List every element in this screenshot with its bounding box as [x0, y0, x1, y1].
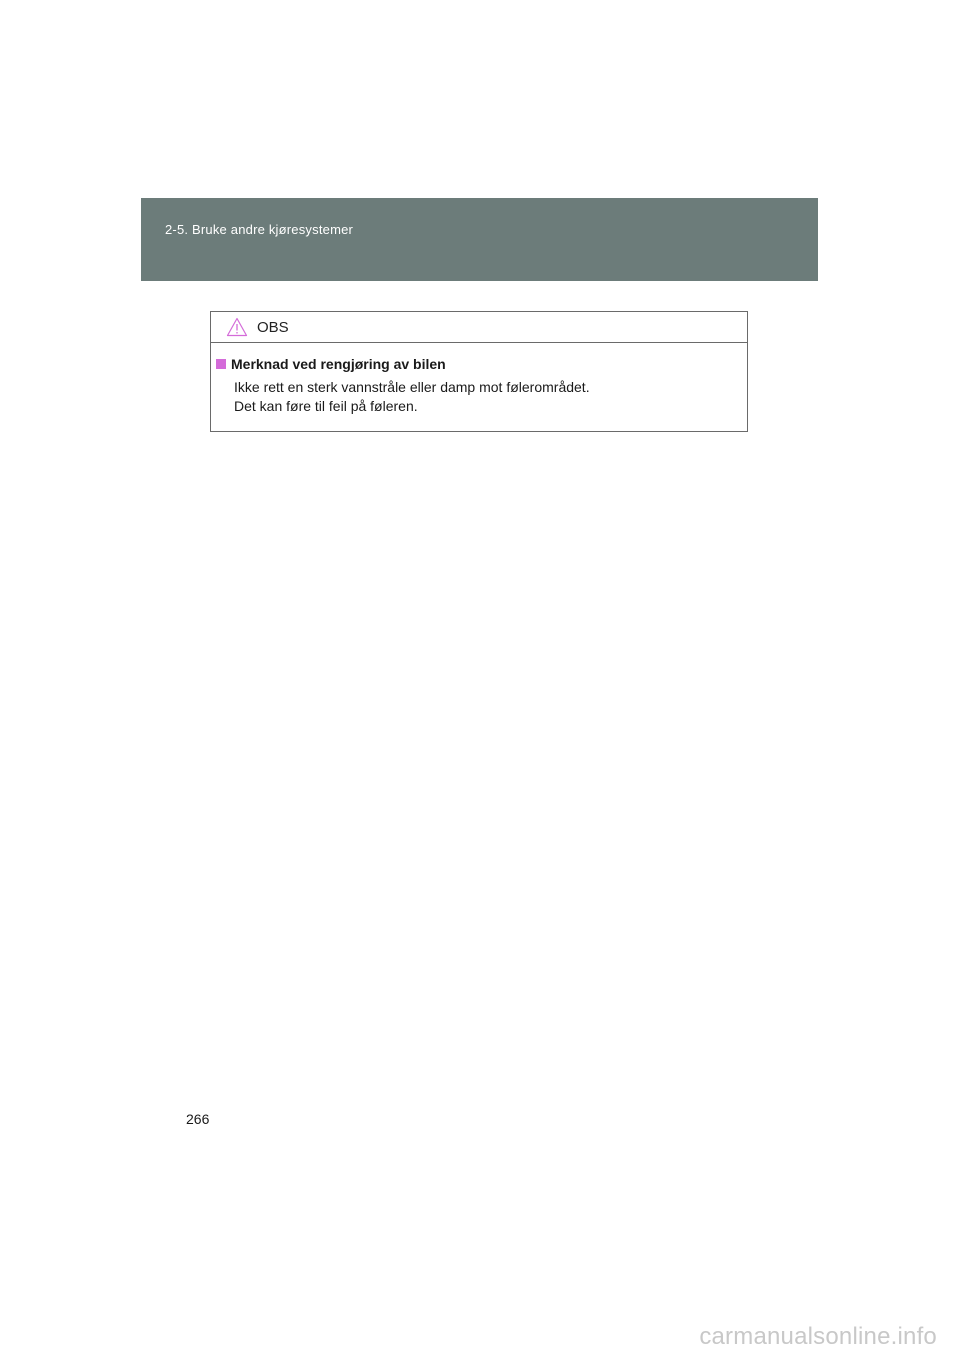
section-title: 2-5. Bruke andre kjøresystemer: [165, 222, 354, 237]
section-header-band: [141, 198, 818, 281]
notice-line: Det kan føre til feil på føleren.: [234, 398, 418, 414]
notice-body: [211, 343, 747, 416]
notice-line: Ikke rett en sterk vannstråle eller damp mot følerområdet.: [234, 379, 590, 395]
notice-box: [210, 311, 748, 432]
page-number: 266: [186, 1111, 210, 1127]
notice-title: OBS: [257, 318, 289, 336]
notice-heading-text: Merknad ved rengjøring av bilen: [231, 356, 446, 372]
notice-item-heading: [216, 355, 747, 373]
notice-header: [211, 312, 747, 343]
notice-item-text: [234, 378, 747, 416]
watermark-text: carmanualsonline.info: [699, 1323, 937, 1350]
warning-triangle-icon: [226, 317, 248, 337]
square-bullet-icon: [216, 359, 226, 369]
